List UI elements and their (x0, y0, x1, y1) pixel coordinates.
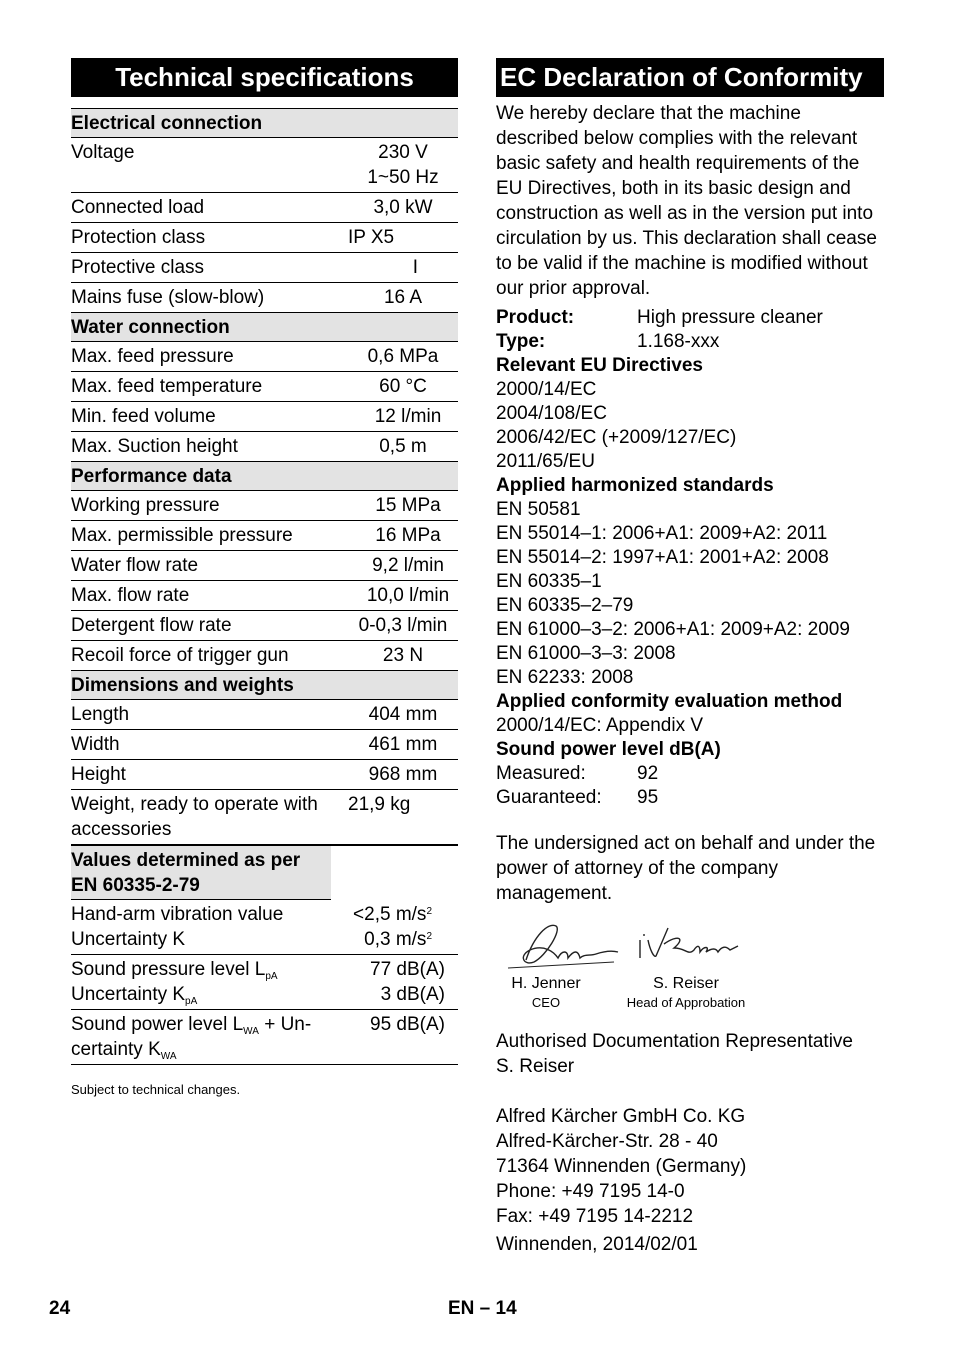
address-line: Alfred-Kärcher-Str. 28 - 40 (496, 1131, 718, 1152)
row-working-pressure: Working pressure 15 MPa (71, 491, 458, 521)
address-line: Alfred Kärcher GmbH Co. KG (496, 1106, 746, 1127)
row-sound-power: Sound power level $L_{WA} + Un-$ 95 dB(A) certainty $K_{WA}$ (71, 1010, 458, 1065)
standard-item: EN 60335–1 (496, 571, 602, 592)
place-date: Winnenden, 2014/02/01 (496, 1234, 698, 1255)
row-voltage: Voltage 230 V 1~50 Hz (71, 138, 458, 193)
ec-declaration-column (496, 58, 884, 1257)
signatory-reiser: S. Reiser Head of Approbation (626, 975, 746, 1010)
product-line: Product: High pressure cleaner (496, 307, 823, 328)
declaration-intro: We hereby declare that the machine described below complies with the relevant basic safety and health requirements of the EU Directives, both in its basic design and construction as well as in the version put into circulation by us. This declaration shall cease to be valid if the machine is modified without our prior approval. (496, 103, 877, 299)
page-code: EN – 14 (448, 1298, 517, 1319)
row-protection-class: Protection class IP X5 (71, 223, 458, 253)
address-line: 71364 Winnenden (Germany) (496, 1156, 747, 1177)
row-width: Width 461 mm (71, 730, 458, 760)
directive-item: 2000/14/EC (496, 379, 597, 400)
standard-item: EN 62233: 2008 (496, 667, 634, 688)
address-line: Phone: +49 7195 14-0 (496, 1181, 685, 1202)
standard-item: EN 60335–2–79 (496, 595, 634, 616)
row-mains-fuse: Mains fuse (slow-blow) 16 A (71, 283, 458, 313)
row-feed-volume: Min. feed volume 12 l/min (71, 402, 458, 432)
spec-table (71, 108, 458, 1065)
row-sound-pressure: Sound pressure level $L_{pA}$ 77 dB(A) Uncertainty $K_{pA}$ 3 dB(A) (71, 955, 458, 1010)
ec-declaration-title: EC Declaration of Conformity (496, 58, 884, 97)
row-weight: Weight, ready to operate with accessories 21,9 kg (71, 790, 458, 846)
signatory-jenner: H. Jenner CEO (511, 975, 581, 1010)
representative-name: S. Reiser (496, 1056, 575, 1077)
signature-jenner-icon (504, 916, 624, 972)
row-vibration: Hand-arm vibration value <2,5 $m/s^2$ Uncertainty K 0,3 $m/s^2$ (71, 900, 458, 955)
row-suction-height: Max. Suction height 0,5 m (71, 432, 458, 462)
standard-item: EN 55014–2: 1997+A1: 2001+A2: 2008 (496, 547, 829, 568)
row-length: Length 404 mm (71, 700, 458, 730)
row-feed-pressure: Max. feed pressure 0,6 MPa (71, 342, 458, 372)
directive-item: 2006/42/EC (+2009/127/EC) (496, 427, 737, 448)
row-connected-load: Connected load 3,0 kW (71, 193, 458, 223)
method-heading: Applied conformity evaluation method (496, 691, 843, 712)
sound-heading: Sound power level dB(A) (496, 739, 721, 760)
row-feed-temperature: Max. feed temperature 60 °C (71, 372, 458, 402)
row-permissible-pressure: Max. permissible pressure 16 MPa (71, 521, 458, 551)
undersigned-statement: The undersigned act on behalf and under the power of attorney of the company management. (496, 833, 876, 904)
section-electrical: Electrical connection (71, 109, 458, 138)
standard-item: EN 50581 (496, 499, 581, 520)
technical-specifications-column (71, 58, 458, 1097)
row-height: Height 968 mm (71, 760, 458, 790)
section-dimensions: Dimensions and weights (71, 671, 458, 700)
guaranteed-line: Guaranteed: 95 (496, 787, 659, 808)
representative-title: Authorised Documentation Representative (496, 1031, 853, 1052)
section-water: Water connection (71, 313, 458, 342)
standard-item: EN 61000–3–2: 2006+A1: 2009+A2: 2009 (496, 619, 850, 640)
standard-item: EN 61000–3–3: 2008 (496, 643, 676, 664)
row-water-flow-rate: Water flow rate 9,2 l/min (71, 551, 458, 581)
address-line: Fax: +49 7195 14-2212 (496, 1206, 694, 1227)
method-value: 2000/14/EC: Appendix V (496, 715, 704, 736)
section-performance: Performance data (71, 462, 458, 491)
row-detergent-flow-rate: Detergent flow rate 0-0,3 l/min (71, 611, 458, 641)
type-line: Type: 1.168-xxx (496, 331, 720, 352)
page-number: 24 (49, 1298, 71, 1319)
standards-heading: Applied harmonized standards (496, 475, 774, 496)
signatures (496, 912, 884, 1017)
directive-item: 2004/108/EC (496, 403, 607, 424)
standard-item: EN 55014–1: 2006+A1: 2009+A2: 2011 (496, 523, 828, 544)
directives-heading: Relevant EU Directives (496, 355, 703, 376)
row-max-flow-rate: Max. flow rate 10,0 l/min (71, 581, 458, 611)
section-values: Values determined as per EN 60335-2-79 (71, 846, 331, 900)
directive-item: 2011/65/EU (496, 451, 595, 472)
signature-reiser-icon (634, 920, 744, 970)
row-recoil-force: Recoil force of trigger gun 23 N (71, 641, 458, 671)
subject-to-changes-note: Subject to technical changes. (71, 1082, 241, 1097)
measured-line: Measured: 92 (496, 763, 659, 784)
tech-spec-title: Technical specifications (71, 58, 458, 97)
row-protective-class: Protective class I (71, 253, 458, 283)
